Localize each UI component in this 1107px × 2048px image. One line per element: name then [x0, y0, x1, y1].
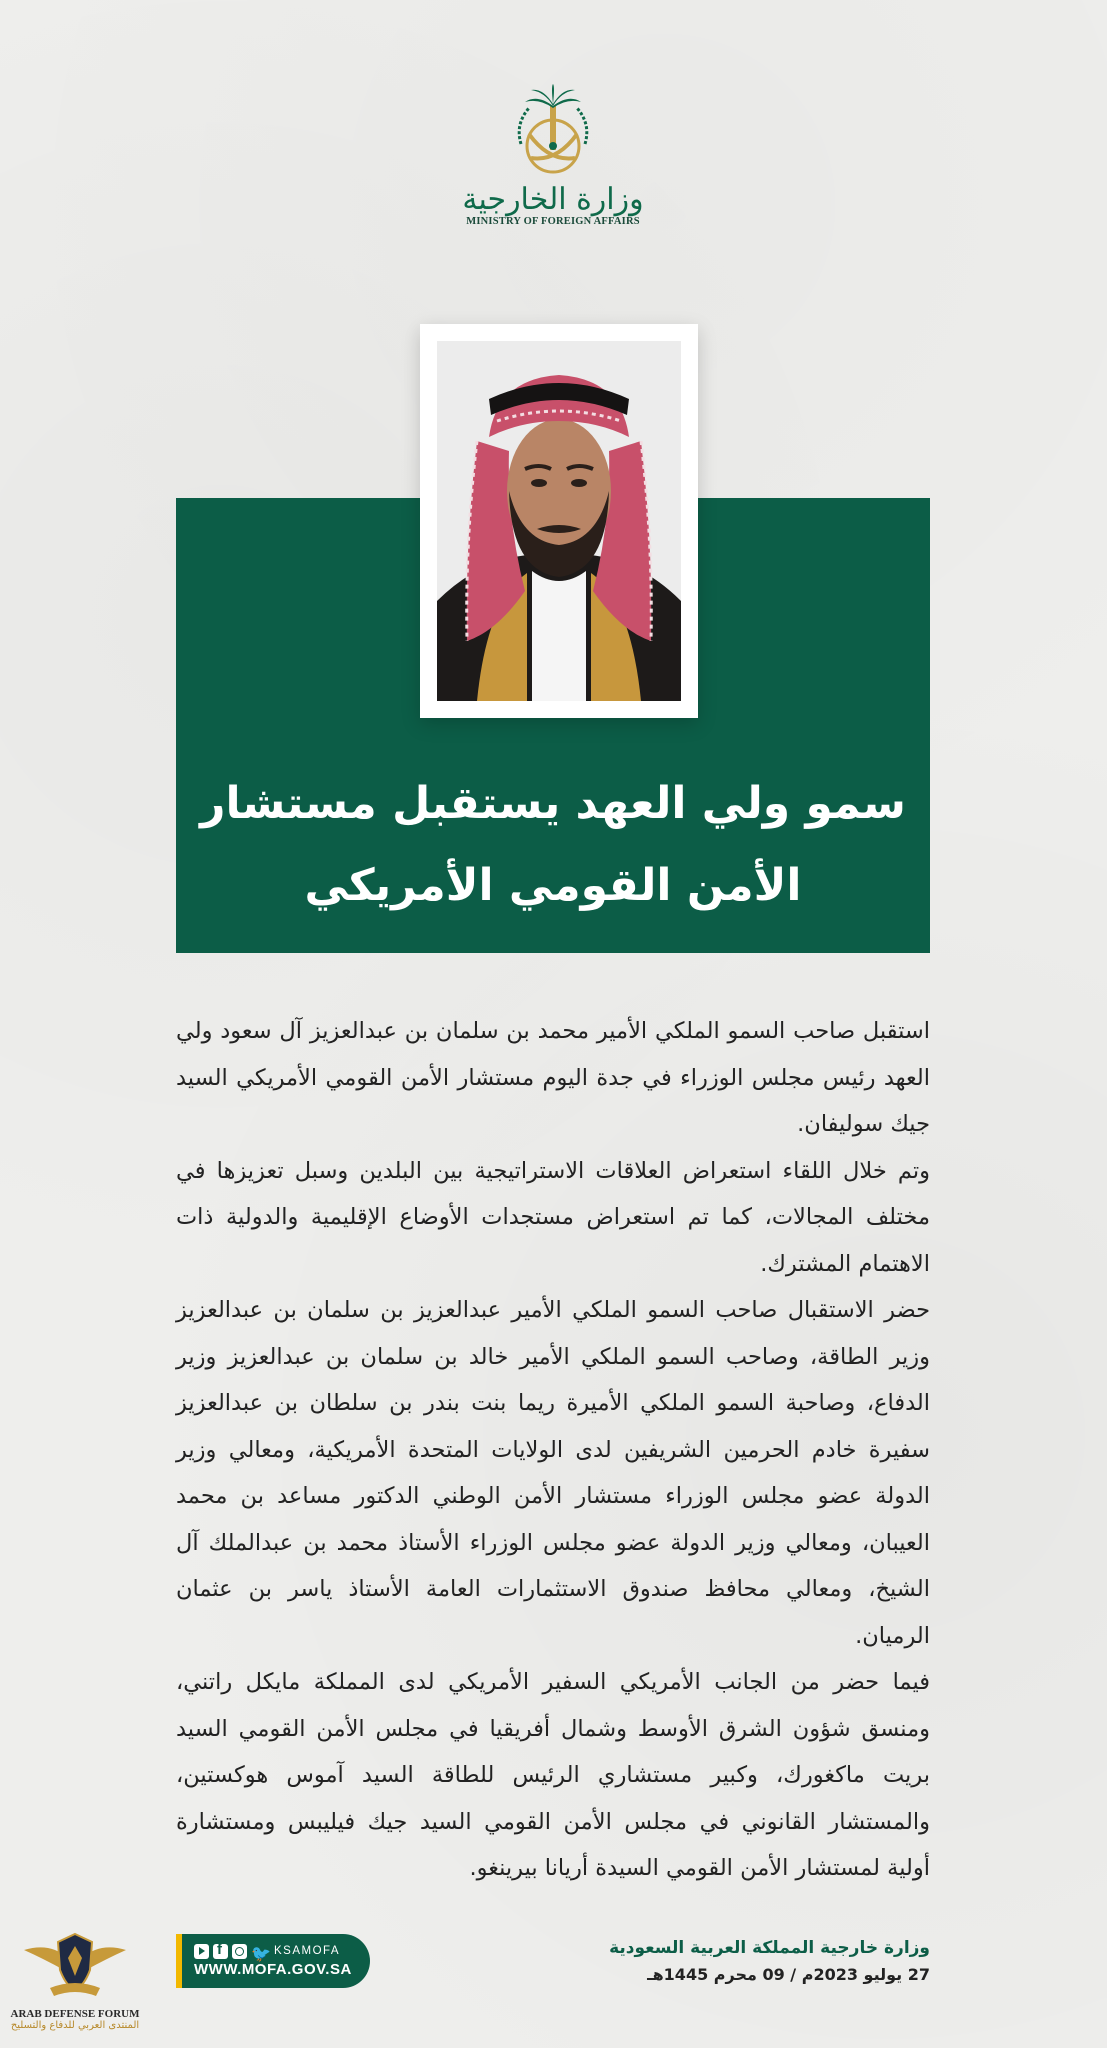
organization-name: وزارة خارجية المملكة العربية السعودية: [609, 1938, 930, 1958]
forum-watermark: [0, 1928, 150, 2046]
portrait-illustration-icon: [437, 341, 681, 701]
website-pill: [182, 1934, 370, 1988]
article-body: [176, 1008, 930, 1892]
portrait-frame: [420, 324, 698, 718]
portrait-photo: [437, 341, 681, 701]
paragraph-4: فيما حضر من الجانب الأمريكي السفير الأمريكي لدى المملكة مايكل راتني، ومنسق شؤون الشرق الأوسط وشمال أفريقيا في مجلس الأمن القومي السيد بريت ماكغورك، وكبير مستشاري الرئيس للطاقة السيد آموس هوكستين، والمستشار القانوني في مجلس الأمن القومي السيد جيك فيليبس ومستشارة أولية لمستشار الأمن القومي السيدة أريانا بيرينغو.: [176, 1669, 930, 1881]
website-badge[interactable]: [176, 1934, 370, 1988]
twitter-icon[interactable]: [251, 1944, 266, 1959]
headline-line-2: الأمن القومي الأمريكي: [304, 860, 802, 911]
website-link[interactable]: WWW.MOFA.GOV.SA: [194, 1961, 352, 1978]
headline: [176, 762, 930, 926]
shield-wings-logo-icon: [20, 1928, 130, 2004]
ministry-name-english: MINISTRY OF FOREIGN AFFAIRS: [466, 216, 640, 227]
ministry-logo: [453, 84, 653, 244]
facebook-icon[interactable]: [213, 1944, 228, 1959]
watermark-arabic: المنتدى العربي للدفاع والتسليح: [10, 2020, 140, 2031]
paragraph-2: وتم خلال اللقاء استعراض العلاقات الاستراتيجية بين البلدين وسبل تعزيزها في مختلف المجالات، كما تم استعراض مستجدات الأوضاع الإقليمية والدولية ذات الاهتمام المشترك.: [176, 1157, 930, 1277]
youtube-icon[interactable]: [194, 1944, 209, 1959]
publication-date: 27 يوليو 2023م / 09 محرم 1445هـ: [647, 1965, 930, 1984]
social-handle: KSAMOFA: [274, 1945, 341, 1957]
paragraph-3: حضر الاستقبال صاحب السمو الملكي الأمير عبدالعزيز بن سلمان بن عبدالعزيز وزير الطاقة، وصاحب السمو الملكي الأمير خالد بن سلمان بن عبدالعزيز وزير الدفاع، وصاحبة السمو الملكي الأميرة ريما بنت بندر بن سلطان بن عبدالعزيز سفيرة خادم الحرمين الشريفين لدى الولايات المتحدة الأمريكية، ومعالي وزير الدولة عضو مجلس الوزراء مستشار الأمن الوطني الدكتور مساعد بن محمد العيبان، ومعالي وزير الدولة عضو مجلس الوزراء الأستاذ محمد بن عبدالملك آل الشيخ، ومعالي محافظ صندوق الاستثمارات العامة الأستاذ ياسر بن عثمان الرميان.: [176, 1297, 930, 1649]
palm-swords-emblem-icon: [503, 84, 603, 180]
instagram-icon[interactable]: [232, 1944, 247, 1959]
ministry-name-arabic: وزارة الخارجية: [462, 182, 644, 217]
paragraph-1: استقبل صاحب السمو الملكي الأمير محمد بن سلمان بن عبدالعزيز آل سعود ولي العهد رئيس مجلس الوزراء في جدة اليوم مستشار الأمن القومي الأمريكي السيد جيك سوليفان.: [176, 1018, 930, 1137]
watermark-english: ARAB DEFENSE FORUM: [10, 2008, 140, 2020]
headline-line-1: سمو ولي العهد يستقبل مستشار: [200, 778, 906, 829]
social-icons: [194, 1943, 340, 1959]
footer-info: [609, 1934, 930, 1988]
